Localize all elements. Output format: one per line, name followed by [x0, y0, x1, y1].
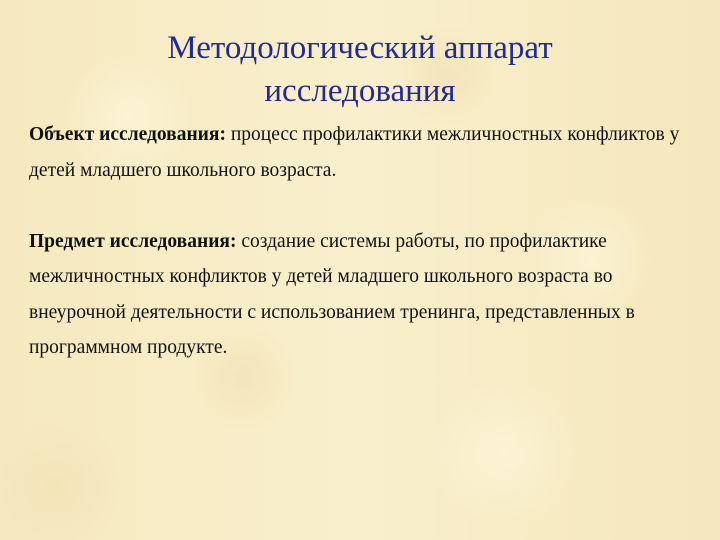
slide-body — [29, 117, 699, 366]
research-object-text: процесс профилактики межличностных конфликтов у детей младшего школьного возраста. — [29, 124, 680, 181]
research-object-paragraph — [29, 117, 699, 188]
research-subject-paragraph — [29, 224, 699, 366]
research-subject-label: Предмет исследования: — [29, 230, 237, 252]
slide-title-line-2: исследования — [264, 73, 456, 109]
slide-title — [0, 27, 720, 113]
research-object-label: Объект исследования — [29, 124, 220, 145]
research-subject-text: создание системы работы, по профилактике межличностных конфликтов у детей младшего школьного возраста во внеурочной деятельности с использованием тренинга, представленных в программном продукте. — [29, 230, 635, 358]
research-object-separator: : — [219, 124, 226, 145]
slide-title-line-1: Методологический аппарат — [167, 30, 553, 66]
